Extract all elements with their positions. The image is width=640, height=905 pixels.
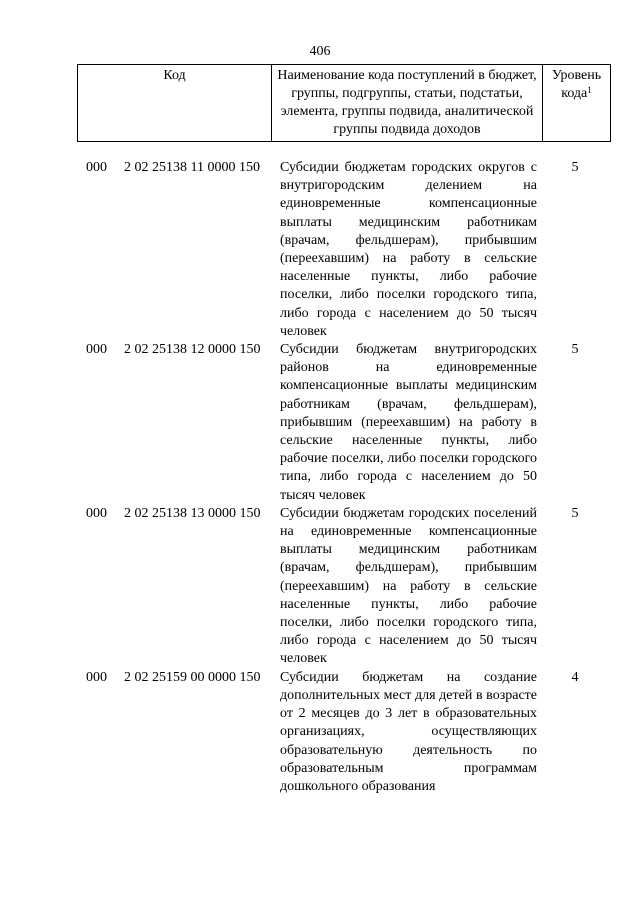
revenue-code: 2 02 25138 11 0000 150 [124, 160, 260, 175]
code-level: 5 [571, 342, 579, 358]
revenue-name: Субсидии бюджетам внутригородских районов на единовременные компенсационные выплаты медицинским работникам (врачам, фельдшерам), прибывшим (переехавшим) на работу в сельские населенные пункты, либо рабочие поселки, либо поселки городского типа, либо города с населением до 50 тысяч человек [280, 342, 537, 503]
revenue-name: Субсидии бюджетам на создание дополнительных мест для детей в возрасте от 2 месяцев до 3 лет в образовательных организациях, осуществляющих образовательную деятельность по образовательным программам дошкольного образования [280, 669, 537, 794]
column-header-table [77, 64, 611, 142]
header-code: Код [78, 65, 272, 142]
code-level: 4 [571, 669, 579, 685]
revenue-code: 2 02 25138 13 0000 150 [124, 505, 261, 521]
revenue-code-list [77, 159, 611, 796]
table-row [77, 341, 611, 505]
table-row [77, 505, 611, 669]
code-level: 5 [571, 505, 579, 521]
admin-code: 000 [86, 342, 107, 358]
table-row [77, 669, 611, 796]
revenue-code: 2 02 25138 12 0000 150 [124, 342, 261, 358]
admin-code: 000 [86, 160, 107, 175]
revenue-name: Субсидии бюджетам городских поселений на единовременные компенсационные выплаты медицинским работникам (врачам, фельдшерам), прибывшим (переехавшим) на работу в сельские населенные пункты, либо рабочие поселки, либо поселки городского типа, либо города с населением до 50 тысяч человек [280, 505, 537, 667]
page-number: 406 [309, 44, 331, 59]
header-level [543, 65, 611, 142]
admin-code: 000 [86, 669, 107, 685]
table-row [77, 159, 611, 341]
revenue-code: 2 02 25159 00 0000 150 [124, 669, 261, 685]
header-name: Наименование кода поступлений в бюджет, группы, подгруппы, статьи, подстатьи, элемента, группы подвида, аналитической группы подвида доходов [272, 65, 543, 142]
header-level-footnote: 1 [587, 85, 592, 95]
header-level-label: Уровень кода [551, 68, 602, 101]
code-level: 5 [571, 160, 579, 175]
revenue-name: Субсидии бюджетам городских округов с внутригородским делением на единовременные компенсационные выплаты медицинским работникам (врачам, фельдшерам), прибывшим (переехавшим) на работу в сельские населенные пункты, либо рабочие поселки, либо поселки городского типа, либо города с населением до 50 тысяч человек [280, 160, 537, 339]
admin-code: 000 [86, 505, 107, 521]
